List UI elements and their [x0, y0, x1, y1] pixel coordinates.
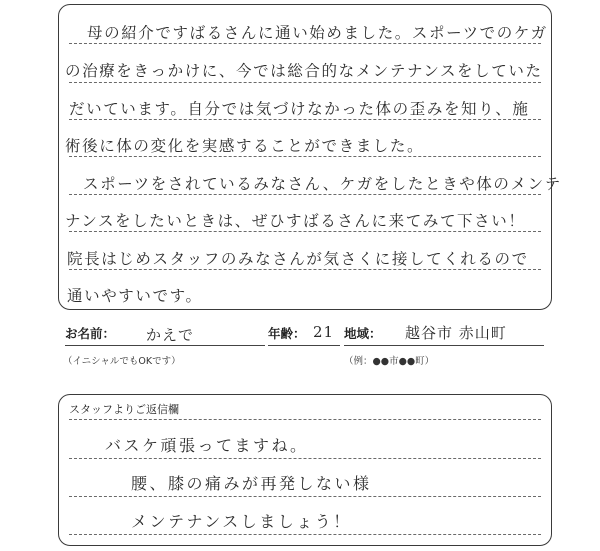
- age-label: 年齢：: [268, 326, 306, 341]
- testimonial-box: [58, 4, 562, 310]
- testimonial-line-2: の治療をきっかけに、今では総合的なメンテナンスをしていた: [65, 62, 543, 80]
- age-value: 21: [313, 323, 335, 341]
- reply-title: スタッフよりご返信欄: [69, 403, 179, 416]
- testimonial-line-3: だいています。自分では気づけなかった体の歪みを知り、施: [69, 100, 530, 118]
- testimonial-line-7: 院長はじめスタッフのみなさんが気さくに接してくれるので: [67, 250, 529, 268]
- area-note: （例：●●市●●町）: [344, 356, 435, 367]
- ruled-line: [69, 82, 541, 83]
- reply-line-3: メンテナンスしましょう！: [131, 512, 352, 531]
- ruled-line: [69, 419, 541, 420]
- name-note: （イニシャルでもOKです）: [63, 356, 181, 367]
- ruled-line: [69, 156, 541, 157]
- area-underline: [344, 345, 544, 346]
- ruled-line: [69, 194, 541, 195]
- area-label: 地域：: [344, 326, 382, 341]
- ruled-line: [69, 269, 541, 270]
- name-underline: [65, 345, 265, 346]
- area-value: 越谷市 赤山町: [405, 324, 507, 342]
- testimonial-line-1: 母の紹介ですばるさんに通い始めました。スポーツでのケガ: [87, 24, 548, 42]
- testimonial-line-6: ナンスをしたいときは、ぜひすばるさんに来てみて下さい！: [65, 212, 526, 230]
- name-label: お名前：: [65, 326, 116, 341]
- staff-reply-box: [58, 394, 552, 546]
- reply-line-2: 腰、膝の痛みが再発しない様: [131, 474, 372, 493]
- ruled-line: [69, 458, 541, 459]
- reply-line-1: バスケ頑張ってますね。: [105, 436, 309, 455]
- ruled-line: [69, 231, 541, 232]
- age-underline: [268, 345, 340, 346]
- name-value: かえで: [146, 326, 195, 344]
- testimonial-line-5: スポーツをされているみなさん、ケガをしたときや体のメンテ: [83, 175, 562, 193]
- ruled-line: [69, 534, 541, 535]
- ruled-line: [69, 43, 541, 44]
- ruled-line: [69, 119, 541, 120]
- testimonial-line-4: 術後に体の変化を実感することができました。: [65, 137, 425, 155]
- testimonial-line-8: 通いやすいです。: [67, 287, 203, 305]
- ruled-line: [69, 496, 541, 497]
